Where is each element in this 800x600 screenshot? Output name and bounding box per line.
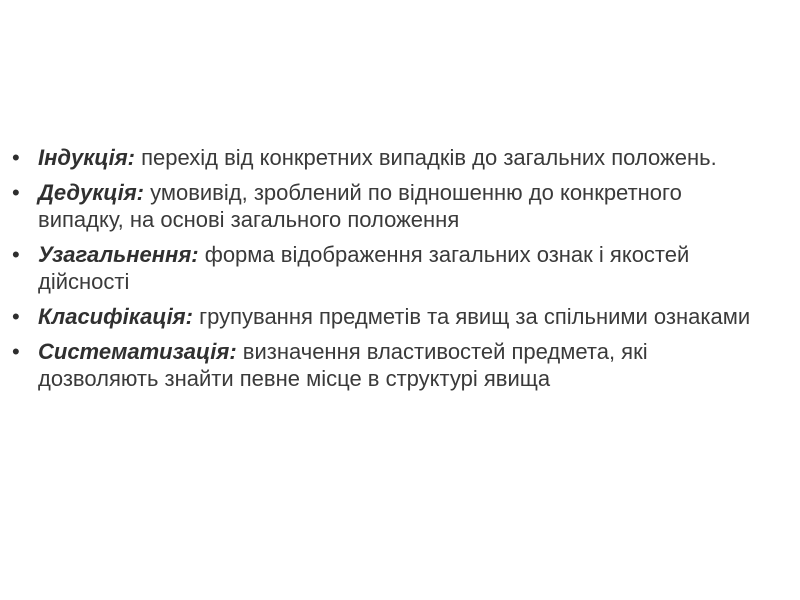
term-label: Індукція: bbox=[38, 145, 135, 170]
term-label: Класифікація: bbox=[38, 304, 193, 329]
term-definition: визначення властивостей предмета, які дозволяють знайти певне місце в структурі явища bbox=[38, 339, 648, 391]
bullet-icon: • bbox=[12, 145, 20, 170]
bullet-icon: • bbox=[12, 339, 20, 364]
list-item-induction bbox=[12, 144, 752, 171]
term-label: Дедукція: bbox=[38, 180, 144, 205]
term-definition: форма відображення загальних ознак і якостей дійсності bbox=[38, 242, 690, 294]
list-item-generalization bbox=[12, 241, 752, 295]
bullet-icon: • bbox=[12, 242, 20, 267]
list-item-deduction bbox=[12, 179, 752, 233]
term-definition: перехід від конкретних випадків до загальних положень. bbox=[135, 145, 717, 170]
term-definition: умовивід, зроблений по відношенню до конкретного випадку, на основі загального положення bbox=[38, 180, 682, 232]
definitions-list bbox=[12, 144, 752, 400]
list-item-systematization bbox=[12, 338, 752, 392]
bullet-icon: • bbox=[12, 180, 20, 205]
bullet-icon: • bbox=[12, 304, 20, 329]
term-label: Узагальнення: bbox=[38, 242, 199, 267]
term-label: Систематизація: bbox=[38, 339, 237, 364]
term-definition: групування предметів та явищ за спільними ознаками bbox=[192, 304, 751, 329]
list-item-classification bbox=[12, 303, 752, 330]
